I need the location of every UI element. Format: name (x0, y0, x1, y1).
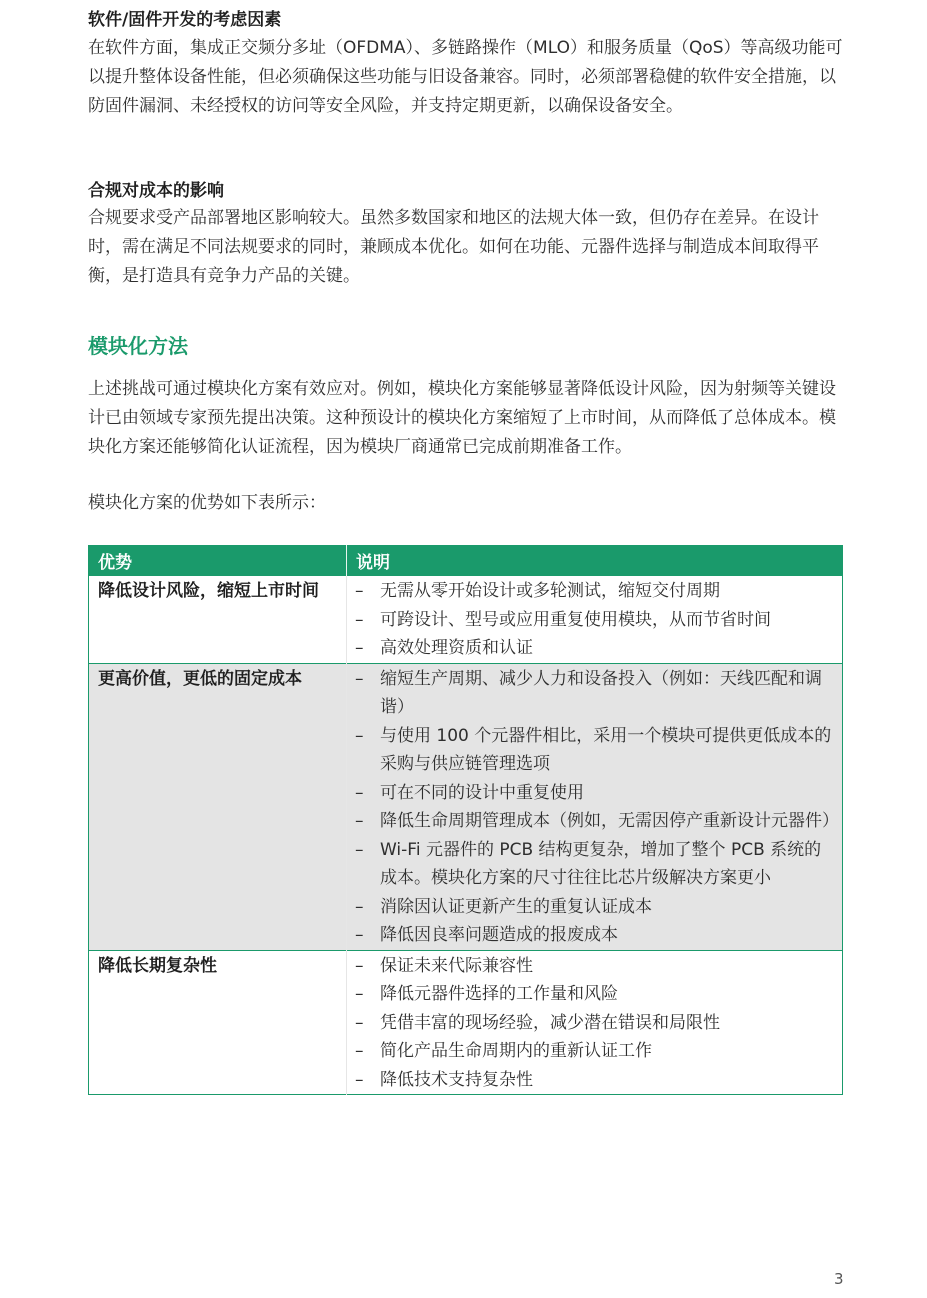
software-heading: 软件/固件开发的考虑因素 (88, 10, 282, 30)
table-intro: 模块化方案的优势如下表所示： (88, 493, 326, 513)
bullet-item (347, 952, 832, 981)
bullet-list (347, 577, 842, 663)
bullet-text: Wi-Fi 元器件的 PCB 结构更复杂，增加了整个 PCB 系统的成本。模块化方案的尺寸往往比芯片级解决方案更小 (380, 839, 822, 888)
bullet-item (347, 577, 832, 606)
bullet-text: 可在不同的设计中重复使用 (380, 782, 584, 803)
bullet-item (347, 836, 832, 893)
dash-marker: – (355, 725, 364, 746)
dash-marker: – (355, 984, 364, 1004)
table-row (89, 576, 843, 664)
bullet-item (347, 921, 832, 950)
bullet-item (347, 1009, 832, 1038)
dash-marker: – (355, 638, 364, 658)
page-number: 3 (834, 1270, 844, 1288)
dash-marker: – (355, 896, 364, 917)
advantages-table (88, 545, 843, 1095)
bullet-item (347, 606, 832, 635)
bullet-item (347, 1037, 832, 1066)
dash-marker: – (355, 1012, 364, 1033)
bullet-item (347, 665, 832, 722)
dash-marker: – (355, 811, 364, 831)
dash-marker: – (355, 609, 364, 630)
bullet-item (347, 807, 839, 836)
description-cell (347, 663, 843, 950)
bullet-list (347, 952, 842, 1095)
bullet-text: 无需从零开始设计或多轮测试，缩短交付周期 (380, 581, 720, 601)
advantage-cell: 更高价值，更低的固定成本 (89, 663, 347, 950)
advantage-cell: 降低长期复杂性 (89, 950, 347, 1095)
dash-marker: – (355, 1041, 364, 1061)
advantage-cell: 降低设计风险，缩短上市时间 (89, 576, 347, 664)
table-header-row (89, 546, 843, 576)
bullet-text: 与使用 100 个元器件相比，采用一个模块可提供更低成本的采购与供应链管理选项 (380, 725, 832, 774)
bullet-item (347, 980, 832, 1009)
bullet-item (347, 634, 832, 663)
bullet-text: 消除因认证更新产生的重复认证成本 (380, 896, 652, 917)
table-row (89, 663, 843, 950)
bullet-list (347, 665, 842, 950)
dash-marker: – (355, 668, 364, 689)
bullet-item (347, 1066, 832, 1095)
dash-marker: – (355, 581, 364, 601)
bullet-text: 缩短生产周期、减少人力和设备投入（例如：天线匹配和调谐） (380, 668, 822, 717)
bullet-text: 可跨设计、型号或应用重复使用模块，从而节省时间 (380, 609, 771, 630)
compliance-heading: 合规对成本的影响 (88, 181, 224, 201)
bullet-text: 降低生命周期管理成本（例如，无需因停产重新设计元器件） (380, 811, 839, 831)
header-description: 说明 (356, 553, 390, 573)
bullet-text: 简化产品生命周期内的重新认证工作 (380, 1041, 652, 1061)
dash-marker: – (355, 1069, 364, 1090)
bullet-item (347, 893, 832, 922)
bullet-text: 保证未来代际兼容性 (380, 955, 533, 976)
dash-marker: – (355, 782, 364, 803)
software-paragraph: 在软件方面，集成正交频分多址（OFDMA）、多链路操作（MLO）和服务质量（QoS）等高级功能可以提升整体设备性能，但必须确保这些功能与旧设备兼容。同时，必须部署稳健的软件安全措施，以防固件漏洞、未经授权的访问等安全风险，并支持定期更新，以确保设备安全。 (88, 38, 843, 116)
bullet-item (347, 779, 832, 808)
header-advantage: 优势 (89, 546, 347, 576)
bullet-text: 降低技术支持复杂性 (380, 1069, 533, 1090)
table-row (89, 950, 843, 1095)
compliance-paragraph: 合规要求受产品部署地区影响较大。虽然多数国家和地区的法规大体一致，但仍存在差异。在设计时，需在满足不同法规要求的同时，兼顾成本优化。如何在功能、元器件选择与制造成本间取得平衡，是打造具有竞争力产品的关键。 (88, 208, 819, 286)
bullet-text: 高效处理资质和认证 (380, 638, 533, 658)
bullet-item (347, 722, 832, 779)
dash-marker: – (355, 955, 364, 976)
dash-marker: – (355, 839, 364, 860)
modular-paragraph: 上述挑战可通过模块化方案有效应对。例如，模块化方案能够显著降低设计风险，因为射频等关键设计已由领域专家预先提出决策。这种预设计的模块化方案缩短了上市时间，从而降低了总体成本。模块化方案还能够简化认证流程，因为模块厂商通常已完成前期准备工作。 (88, 379, 836, 457)
dash-marker: – (355, 925, 364, 945)
description-cell (347, 950, 843, 1095)
modular-section-title: 模块化方法 (88, 334, 188, 358)
bullet-text: 降低因良率问题造成的报废成本 (380, 925, 618, 945)
bullet-text: 凭借丰富的现场经验，减少潜在错误和局限性 (380, 1012, 720, 1033)
bullet-text: 降低元器件选择的工作量和风险 (380, 984, 618, 1004)
description-cell (347, 576, 843, 664)
